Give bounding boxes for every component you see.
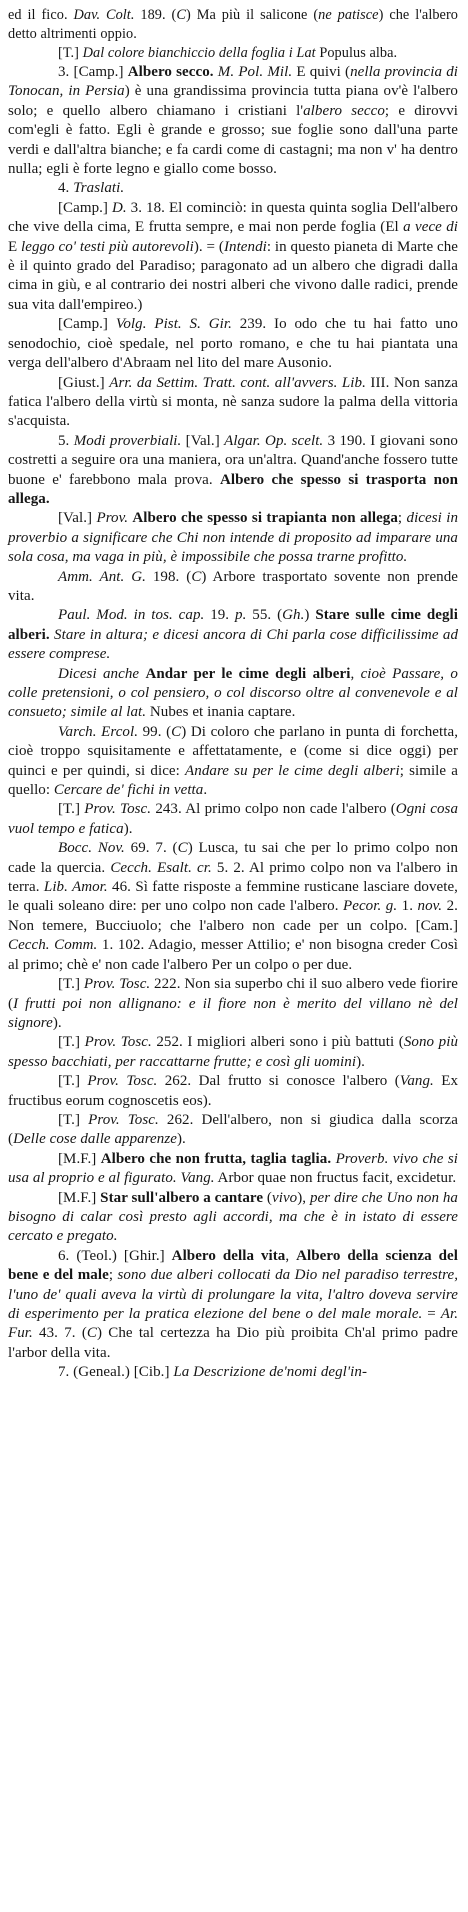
text-run: 4.	[58, 180, 74, 197]
text-run: ,	[285, 1247, 297, 1264]
italic-phrase: Stare in altura; e dicesi ancora di Chi parla cose difficilissime ad essere comprese.	[8, 626, 459, 663]
text-run: [T.]	[58, 1034, 85, 1051]
text-run: ed il fico.	[8, 7, 74, 23]
text-run: 262. Dell'albero, non si giudica dalla scorza (	[8, 1111, 458, 1148]
text-run: [T.]	[58, 1111, 89, 1128]
text-run: )	[304, 607, 316, 624]
text-run: 198. (	[145, 568, 192, 585]
entry-paragraph	[8, 315, 458, 373]
text-run: ).	[176, 1131, 186, 1148]
italic-phrase: Prov. Tosc.	[84, 1034, 152, 1051]
entry-paragraph	[8, 1033, 458, 1072]
text-run: 19.	[204, 607, 236, 624]
entry-sense-3	[8, 63, 458, 179]
italic-phrase: Intendi	[223, 238, 267, 255]
italic-phrase: Prov. Tosc.	[83, 976, 151, 993]
text-run: 43. 7. (	[32, 1325, 87, 1342]
text-run: .	[203, 782, 208, 799]
italic-phrase: C	[177, 840, 188, 857]
italic-phrase: Cercare de' fichi in vetta	[53, 782, 204, 799]
bold-phrase: Albero della vita	[171, 1247, 286, 1264]
text-run: 55. (	[246, 607, 283, 624]
text-run: [Val.]	[58, 510, 97, 527]
italic-phrase: Gh.	[282, 607, 305, 624]
text-run: ).	[123, 820, 133, 837]
text-run: E	[8, 238, 22, 255]
entry-paragraph	[8, 568, 458, 607]
text-run: ) Che tal certezza ha Dio più proibita Ch'al primo padre l'arbor della vita.	[8, 1325, 458, 1361]
text-run: 3. [Camp.]	[58, 64, 128, 80]
italic-phrase: Volg. Pist. S. Gir.	[115, 316, 232, 333]
italic-phrase: Varch. Ercol.	[58, 723, 139, 740]
italic-phrase: Pecor. g.	[343, 898, 398, 915]
italic-phrase: C	[86, 1325, 97, 1342]
text-run: 1.	[397, 898, 418, 915]
text-run: 5. 2. Al primo colpo non va l'albero in terra.	[8, 859, 458, 896]
text-run: ; e dirovvi com'egli è fatto. Egli è grande e grosso; sue foglie sono dall'una parte verdi e dall'altra bianche; e fa cardi come di castagni; ma non v' ha dentro nulla; egli è forte legno e giallo come bosso.	[8, 102, 458, 178]
text-run: [T.]	[58, 976, 84, 993]
italic-phrase: dicesi in proverbio a significare che Chi non intende di proposito ad imparare una sola cosa, ma vaga in più, è impossibile che possa trarne profitto.	[8, 510, 459, 566]
text-run: (	[263, 1189, 272, 1206]
text-run: 3 190. I giovani sono costretti a seguire ora una maniera, ora un'altra. Quand'anche fossero tutte buone e' farebbono mala prova.	[8, 432, 458, 488]
text-run: 46. Sì fatte risposte a femmine rusticane lasciare dovete, le quali soleano dire: per uno colpo non cade l'albero.	[8, 879, 458, 915]
italic-phrase: Prov. Tosc.	[87, 1073, 158, 1090]
text-run: 252. I migliori alberi sono i più battuti (	[151, 1034, 404, 1051]
text-run: ) Di coloro che parlano in punta di forchetta, cioè troppo squisitamente e affettatamente, e (come si dice oggi) per quinci e per quindi, si dice:	[8, 723, 458, 779]
italic-phrase: Vang.	[180, 1170, 215, 1187]
italic-phrase: Sono più spesso bacchiati, per raccattarne frutte; e così gli uomini	[8, 1034, 459, 1070]
italic-phrase: Prov.	[96, 510, 129, 527]
text-run: 1. 102. Adagio, messer Attilio; e' non bisogna creder Così al primo; chè e' non cade l'albero Per un colpo o per due.	[8, 937, 458, 973]
bold-phrase: Albero che spesso si trasporta non allega.	[8, 471, 458, 507]
text-run: =	[422, 1306, 441, 1322]
italic-phrase: p.	[235, 607, 247, 624]
text-run: ),	[297, 1189, 310, 1206]
text-run: [M.F.]	[58, 1150, 101, 1167]
italic-phrase: a vece di	[403, 219, 459, 236]
italic-phrase: nov.	[417, 898, 443, 915]
italic-phrase: sono due alberi collocati da Dio nel paradiso terrestre, l'uno de' quali aveva la virtù di prolungare la vita, l'altro doveva servire di esperimento per la pratica elezione del bene o del male morale.	[8, 1267, 459, 1322]
italic-phrase: Traslati.	[73, 180, 125, 197]
italic-phrase: M. Pol. Mil.	[217, 64, 293, 80]
italic-phrase: C	[176, 7, 186, 23]
italic-phrase: vivo	[272, 1189, 298, 1206]
entry-paragraph	[8, 1189, 458, 1247]
italic-phrase: Vang.	[399, 1073, 434, 1090]
entry-sense-7	[8, 1363, 458, 1382]
entry-paragraph	[8, 606, 458, 664]
text-run: [T.]	[58, 1073, 88, 1090]
italic-phrase: Cecch. Comm.	[8, 937, 98, 954]
entry-paragraph	[8, 1111, 458, 1150]
text-run: : in questo pianeta di Marte che è il quinto grado del Paradiso; paragonato ad un albero che digradi dalla cima in giù, e al contrario dei nostri alberi che vivono dalle radici, prende sua vita dall'empireo.)	[8, 238, 458, 313]
text-run: 2. Non temere, Bucciuolo; che l'albero non cade per un colpo. [Cam.]	[8, 898, 458, 934]
text-run: 6. (Teol.) [Ghir.]	[58, 1247, 172, 1264]
text-run: ). = (	[193, 238, 224, 255]
text-run: 5.	[58, 432, 74, 449]
entry-sense-4-heading	[8, 179, 458, 198]
italic-phrase: Amm. Ant. G.	[58, 568, 146, 585]
text-run: ).	[356, 1053, 365, 1070]
text-run: ;	[108, 1267, 118, 1284]
italic-phrase: Arr. da Settim. Tratt. cont. all'avvers. Lib.	[109, 374, 366, 391]
entry-paragraph	[8, 665, 458, 723]
italic-phrase: Dicesi anche	[58, 665, 140, 682]
bold-phrase: Stare sulle cime degli alberi.	[8, 607, 458, 643]
italic-phrase: ne patisce	[318, 7, 379, 23]
text-run: [Val.]	[181, 432, 225, 449]
entry-paragraph	[8, 199, 458, 315]
text-run: [T.]	[58, 801, 85, 818]
italic-phrase: La Descrizione de'nomi degl'in-	[173, 1364, 367, 1381]
italic-phrase: leggo co' testi più autorevoli	[21, 238, 194, 255]
entry-paragraph	[8, 44, 458, 63]
text-run: ) Ma più il salicone (	[185, 7, 319, 23]
text-run: [Camp.]	[58, 316, 116, 333]
italic-phrase: Dal colore bianchiccio della foglia i Lat	[82, 45, 316, 61]
bold-phrase: Albero che spesso si trapianta non allega	[132, 510, 398, 527]
bold-phrase: Andar per le cime degli alberi	[145, 665, 351, 682]
italic-phrase: Prov. Tosc.	[88, 1111, 159, 1128]
italic-phrase: Modi proverbiali.	[73, 432, 182, 449]
text-run: [M.F.]	[58, 1189, 101, 1206]
entry-paragraph	[8, 509, 458, 567]
text-run: Populus alba.	[315, 45, 398, 61]
italic-phrase: Ar. Fur.	[8, 1306, 459, 1342]
italic-phrase: Prov. Tosc.	[84, 801, 152, 818]
italic-phrase: cioè Passare, o colle pretensioni, o col pensiero, o col discorso oltre al convenevole e al consueto; simile al lat.	[8, 665, 458, 721]
text-run: Arbor quae non fructus facit, excidetur.	[214, 1170, 457, 1187]
text-run: E quivi (	[292, 64, 351, 80]
text-run: 99. (	[138, 723, 172, 740]
bold-phrase: Albero secco.	[127, 64, 214, 80]
text-run: 3. 18. El cominciò: in questa quinta soglia Dell'albero che vive della cima, E frutta sempre, e mai non perde foglia (El	[8, 199, 458, 236]
text-run: 222. Non sia superbo chi il suo albero vede fiorire (	[8, 976, 459, 1012]
italic-phrase: C	[171, 723, 182, 740]
text-run: Ex fructibus eorum cognoscetis eos).	[8, 1073, 459, 1109]
italic-phrase: per dire che Uno non ha bisogno di calar così presto agli accordi, ma che è in istato di essere cercato e pregato.	[8, 1189, 458, 1245]
text-run: Nubes et inania captare.	[146, 704, 296, 721]
italic-phrase: C	[191, 568, 202, 585]
text-run: [T.]	[58, 45, 83, 61]
entry-paragraph	[8, 800, 458, 839]
text-run: [Giust.]	[58, 374, 110, 391]
text-run: ,	[350, 665, 361, 682]
entry-paragraph	[8, 723, 458, 801]
italic-phrase: Andare su per le cime degli alberi	[185, 762, 400, 779]
italic-phrase: Bocc. Nov.	[58, 840, 125, 857]
text-run: ; simile a quello:	[8, 762, 459, 799]
bold-phrase: Star sull'albero a cantare	[100, 1189, 264, 1206]
bold-phrase: Albero della scienza del bene e del male	[8, 1247, 458, 1284]
italic-phrase: nella provincia di Tonocan, in Persia	[8, 64, 459, 100]
text-run: ;	[397, 510, 407, 527]
entry-paragraph	[8, 1072, 458, 1111]
italic-phrase: Proverb. vivo che si usa al proprio e al figurato.	[8, 1150, 458, 1187]
text-run: 239. Io odo che tu hai fatto uno senodochio, cioè spedale, nel porto romano, e che tu hai piantata una verga dell'albero d'Abraam nel lito del mare Ausonio.	[8, 316, 458, 372]
entry-paragraph	[8, 1150, 458, 1189]
text-run: 262. Dal frutto si conosce l'albero (	[157, 1073, 400, 1090]
entry-sense-5	[8, 432, 458, 510]
text-run: ) Arbore trasportato sovente non prende vita.	[8, 568, 458, 604]
italic-phrase: I frutti poi non allignano: e il fiore non è merito del villano nè del signore	[8, 995, 458, 1031]
text-run: 7. (Geneal.) [Cib.]	[58, 1364, 174, 1381]
italic-phrase: D.	[111, 199, 127, 216]
text-run: III. Non sanza fatica l'albero della virtù si monta, nè sanza sudore la palma della vittoria s'acquista.	[8, 374, 458, 430]
text-run: 69. 7. (	[124, 840, 178, 857]
text-run: [Camp.]	[58, 199, 112, 216]
text-run: 243. Al primo colpo non cade l'albero (	[151, 801, 396, 818]
italic-phrase: Ogni cosa vuol tempo e fatica	[8, 801, 459, 837]
entry-paragraph	[8, 975, 458, 1033]
text-run: ).	[52, 1014, 62, 1031]
italic-phrase: Algar. Op. scelt.	[224, 432, 324, 449]
entry-paragraph	[8, 374, 458, 432]
text-run: ) Lusca, tu sai che per lo primo colpo non cade la quercia.	[8, 840, 459, 876]
italic-phrase: Lib. Amor.	[43, 879, 108, 896]
bold-phrase: Albero che non frutta, taglia taglia.	[100, 1150, 332, 1167]
text-run: 189. (	[134, 7, 177, 23]
entry-paragraph	[8, 6, 458, 44]
italic-phrase: Delle cose dalle apparenze	[13, 1131, 177, 1148]
italic-phrase: Dav. Colt.	[73, 7, 135, 23]
italic-phrase: albero secco	[303, 102, 385, 119]
italic-phrase: Paul. Mod. in tos. cap.	[58, 607, 205, 624]
italic-phrase: Cecch. Esalt. cr.	[110, 859, 212, 876]
text-run: ) è una grandissima provincia tutta piana ov'è l'albero solo; e quello albero chiamano i cristiani l'	[8, 83, 458, 119]
text-run: ) che l'albero detto altrimenti oppio.	[8, 7, 458, 42]
entry-sense-6	[8, 1247, 458, 1363]
entry-paragraph	[8, 839, 458, 975]
